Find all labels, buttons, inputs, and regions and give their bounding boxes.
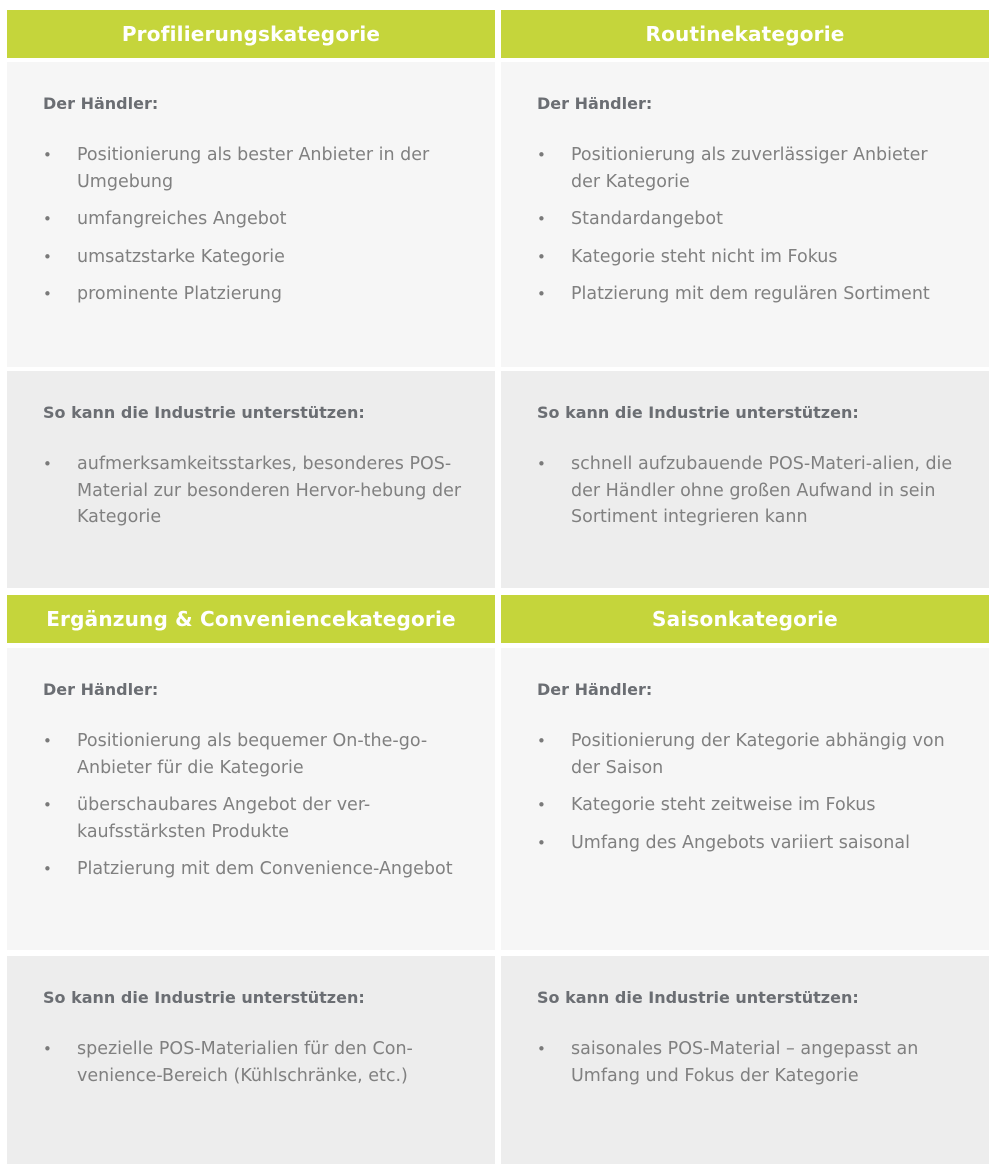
retailer-list xyxy=(43,142,465,308)
bullet-icon: • xyxy=(43,146,52,164)
industry-heading: So kann die Industrie unterstützen: xyxy=(537,988,859,1007)
bullet-icon: • xyxy=(43,285,52,303)
retailer-list xyxy=(43,728,465,883)
bullet-icon: • xyxy=(43,796,52,814)
bullet-icon: • xyxy=(43,247,52,266)
list-item: • umsatzstarke Kategorie xyxy=(43,244,465,271)
list-item: • Platzierung mit dem regulären Sortiment xyxy=(537,281,959,308)
list-item: • spezielle POS-Materialien für den Con-venience-Bereich (Kühlschränke, etc.) xyxy=(43,1036,465,1089)
bullet-icon: • xyxy=(537,210,546,228)
industry-list xyxy=(537,1036,959,1089)
list-item: • Positionierung als bequemer On-the-go-Anbieter für die Kategorie xyxy=(43,728,465,781)
industry-heading: So kann die Industrie unterstützen: xyxy=(43,988,365,1007)
bullet-icon: • xyxy=(537,732,546,750)
retailer-heading: Der Händler: xyxy=(537,680,653,699)
list-item: • aufmerksamkeitsstarkes, besonderes POS-Material zur besonderen Hervor-hebung der Kategorie xyxy=(43,451,465,531)
list-item: • umfangreiches Angebot xyxy=(43,206,465,233)
retailer-panel xyxy=(7,648,495,950)
retailer-panel xyxy=(501,648,989,950)
list-item: • Positionierung als zuverlässiger Anbieter der Kategorie xyxy=(537,142,959,195)
bullet-icon: • xyxy=(537,796,546,814)
list-item: • schnell aufzubauende POS-Materi-alien, die der Händler ohne großen Aufwand in sein Sortiment integrieren kann xyxy=(537,451,959,531)
retailer-list xyxy=(537,142,959,308)
list-item: • Kategorie steht nicht im Fokus xyxy=(537,244,959,271)
retailer-panel xyxy=(501,62,989,367)
bullet-icon: • xyxy=(43,860,52,878)
list-item: • prominente Platzierung xyxy=(43,281,465,308)
bullet-icon: • xyxy=(537,247,546,266)
bullet-icon: • xyxy=(537,285,546,303)
category-header: Profilierungskategorie xyxy=(7,10,495,58)
industry-list xyxy=(43,1036,465,1089)
bullet-icon: • xyxy=(537,833,546,852)
list-item: • überschaubares Angebot der ver-kaufsstärksten Produkte xyxy=(43,792,465,845)
bullet-icon: • xyxy=(537,1040,546,1058)
retailer-heading: Der Händler: xyxy=(537,94,653,113)
industry-panel xyxy=(7,956,495,1164)
category-header: Routinekategorie xyxy=(501,10,989,58)
bullet-icon: • xyxy=(43,455,52,473)
bullet-icon: • xyxy=(537,455,546,473)
category-header: Ergänzung & Conveniencekategorie xyxy=(7,595,495,643)
retailer-list xyxy=(537,728,959,856)
industry-panel xyxy=(501,371,989,588)
industry-heading: So kann die Industrie unterstützen: xyxy=(537,403,859,422)
retailer-heading: Der Händler: xyxy=(43,680,159,699)
list-item: • Standardangebot xyxy=(537,206,959,233)
category-header: Saisonkategorie xyxy=(501,595,989,643)
industry-list xyxy=(43,451,465,531)
list-item: • Platzierung mit dem Convenience-Angebot xyxy=(43,856,465,883)
industry-panel xyxy=(7,371,495,588)
list-item: • Positionierung als bester Anbieter in der Umgebung xyxy=(43,142,465,195)
bullet-icon: • xyxy=(43,1040,52,1058)
list-item: • Positionierung der Kategorie abhängig von der Saison xyxy=(537,728,959,781)
bullet-icon: • xyxy=(43,732,52,750)
retailer-heading: Der Händler: xyxy=(43,94,159,113)
retailer-panel xyxy=(7,62,495,367)
industry-panel xyxy=(501,956,989,1164)
list-item: • Umfang des Angebots variiert saisonal xyxy=(537,830,959,857)
industry-heading: So kann die Industrie unterstützen: xyxy=(43,403,365,422)
bullet-icon: • xyxy=(43,210,52,228)
list-item: • Kategorie steht zeitweise im Fokus xyxy=(537,792,959,819)
bullet-icon: • xyxy=(537,146,546,164)
list-item: • saisonales POS-Material – angepasst an Umfang und Fokus der Kategorie xyxy=(537,1036,959,1089)
industry-list xyxy=(537,451,959,531)
